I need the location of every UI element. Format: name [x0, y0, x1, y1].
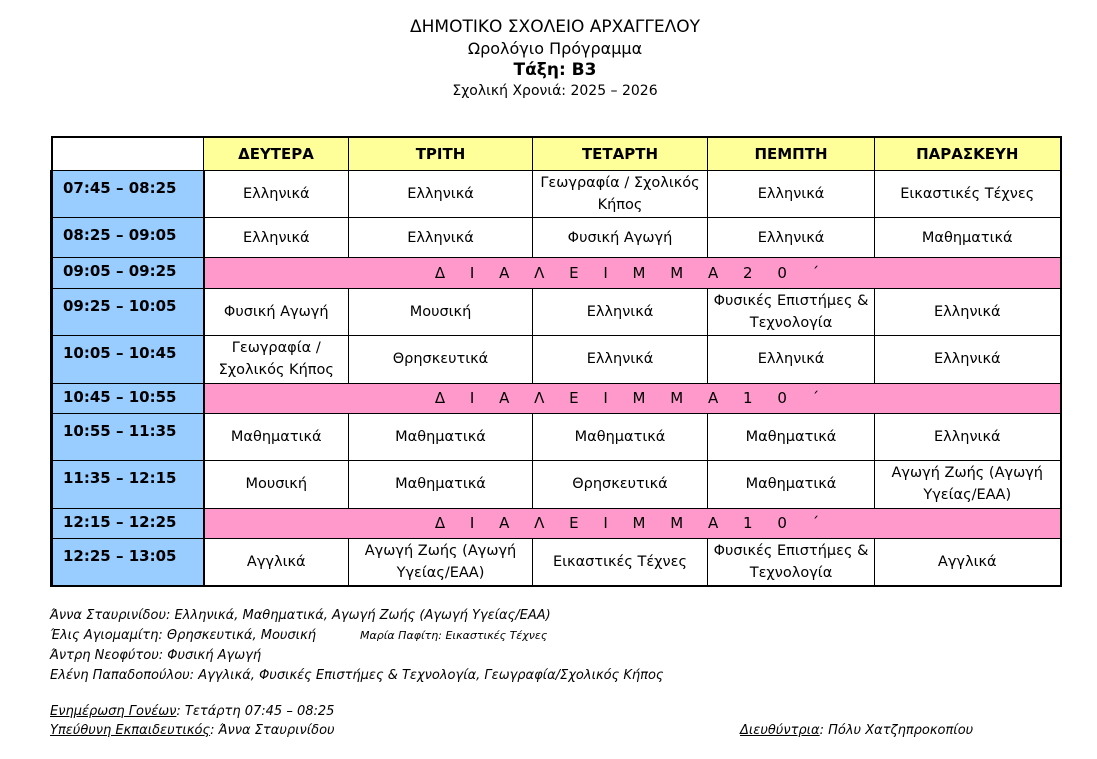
- time-slot: 11:35 – 12:15: [52, 461, 204, 508]
- lesson-cell: Μαθηματικά: [708, 461, 875, 508]
- day-header: ΠΑΡΑΣΚΕΥΗ: [875, 137, 1061, 170]
- lesson-cell: Ελληνικά: [349, 170, 533, 217]
- lesson-cell: Ελληνικά: [533, 336, 708, 383]
- parents-meeting-value: : Τετάρτη 07:45 – 08:25: [176, 704, 335, 719]
- lesson-cell: Ελληνικά: [533, 288, 708, 335]
- break-row: [52, 508, 1061, 538]
- time-slot: 10:45 – 10:55: [52, 383, 204, 413]
- lesson-cell: Φυσική Αγωγή: [533, 217, 708, 257]
- break-row: [52, 258, 1061, 288]
- lesson-cell: Μαθηματικά: [533, 413, 708, 460]
- day-header: ΤΡΙΤΗ: [349, 137, 533, 170]
- time-slot: 08:25 – 09:05: [52, 217, 204, 257]
- day-header: ΠΕΜΠΤΗ: [708, 137, 875, 170]
- lesson-cell: Αγγλικά: [875, 538, 1061, 586]
- lesson-cell: Γεωγραφία / Σχολικός Κήπος: [204, 336, 349, 383]
- break-cell: Δ Ι Α Λ Ε Ι Μ Μ Α 1 0 ΄: [204, 383, 1061, 413]
- lesson-cell: Θρησκευτικά: [533, 461, 708, 508]
- teacher-line: Άννα Σταυρινίδου: Ελληνικά, Μαθηματικά, Αγωγή Ζωής (Αγωγή Υγείας/ΕΑΑ): [50, 608, 551, 623]
- document-header: [0, 16, 1097, 102]
- lesson-cell: Μαθηματικά: [349, 461, 533, 508]
- lesson-cell: Εικαστικές Τέχνες: [533, 538, 708, 586]
- teacher-entry: Μαρία Παφίτη: Εικαστικές Τέχνες: [359, 629, 548, 642]
- period-row: [52, 217, 1061, 257]
- teacher-line: Ελένη Παπαδοπούλου: Αγγλικά, Φυσικές Επιστήμες & Τεχνολογία, Γεωγραφία/Σχολικός Κήπος: [50, 668, 664, 683]
- period-row: [52, 538, 1061, 586]
- principal-label: Διευθύντρια: [740, 723, 820, 738]
- period-row: [52, 170, 1061, 217]
- lesson-cell: Ελληνικά: [204, 170, 349, 217]
- lesson-cell: Μαθηματικά: [204, 413, 349, 460]
- lesson-cell: Μουσική: [204, 461, 349, 508]
- day-header: ΤΕΤΑΡΤΗ: [533, 137, 708, 170]
- principal: [740, 721, 973, 740]
- lesson-cell: Ελληνικά: [708, 170, 875, 217]
- time-slot: 12:25 – 13:05: [52, 538, 204, 586]
- period-row: [52, 413, 1061, 460]
- teacher-entry: Έλις Αγιομαμίτη: Θρησκευτικά, Μουσική: [50, 628, 316, 643]
- responsible-teacher: [50, 721, 335, 740]
- lesson-cell: Μαθηματικά: [708, 413, 875, 460]
- break-cell: Δ Ι Α Λ Ε Ι Μ Μ Α 1 0 ΄: [204, 508, 1061, 538]
- period-row: [52, 461, 1061, 508]
- corner-cell: [52, 137, 204, 170]
- school-name: ΔΗΜΟΤΙΚΟ ΣΧΟΛΕΙΟ ΑΡΧΑΓΓΕΛΟΥ: [410, 17, 700, 37]
- time-slot: 09:05 – 09:25: [52, 258, 204, 288]
- parents-meeting-label: Ενημέρωση Γονέων: [50, 704, 177, 719]
- document-subtitle: Ωρολόγιο Πρόγραμμα: [467, 39, 643, 58]
- lesson-cell: Μαθηματικά: [349, 413, 533, 460]
- footer-info: [50, 702, 335, 740]
- principal-value: : Πόλυ Χατζηπροκοπίου: [819, 723, 974, 738]
- lesson-cell: Αγγλικά: [204, 538, 349, 586]
- lesson-cell: Μαθηματικά: [875, 217, 1061, 257]
- lesson-cell: Ελληνικά: [875, 336, 1061, 383]
- teacher-line: [50, 626, 664, 646]
- school-year: Σχολική Χρονιά: 2025 – 2026: [452, 83, 658, 99]
- break-cell: Δ Ι Α Λ Ε Ι Μ Μ Α 2 0 ΄: [204, 258, 1061, 288]
- time-slot: 12:15 – 12:25: [52, 508, 204, 538]
- responsible-teacher-value: : Άννα Σταυρινίδου: [210, 723, 335, 738]
- lesson-cell: Αγωγή Ζωής (Αγωγή Υγείας/ΕΑΑ): [875, 461, 1061, 508]
- time-slot: 10:05 – 10:45: [52, 336, 204, 383]
- lesson-cell: Εικαστικές Τέχνες: [875, 170, 1061, 217]
- time-slot: 07:45 – 08:25: [52, 170, 204, 217]
- lesson-cell: Ελληνικά: [708, 336, 875, 383]
- day-header-row: [52, 137, 1061, 170]
- time-slot: 09:25 – 10:05: [52, 288, 204, 335]
- period-row: [52, 288, 1061, 335]
- lesson-cell: Γεωγραφία / Σχολικός Κήπος: [533, 170, 708, 217]
- lesson-cell: Φυσικές Επιστήμες & Τεχνολογία: [708, 288, 875, 335]
- parents-meeting: [50, 702, 335, 721]
- lesson-cell: Θρησκευτικά: [349, 336, 533, 383]
- class-name: Τάξη: Β3: [513, 60, 597, 80]
- timetable: [50, 136, 1062, 587]
- lesson-cell: Φυσική Αγωγή: [204, 288, 349, 335]
- lesson-cell: Ελληνικά: [349, 217, 533, 257]
- teacher-list: [50, 606, 664, 686]
- lesson-cell: Αγωγή Ζωής (Αγωγή Υγείας/ΕΑΑ): [349, 538, 533, 586]
- responsible-teacher-label: Υπεύθυνη Εκπαιδευτικός: [50, 723, 211, 738]
- lesson-cell: Ελληνικά: [708, 217, 875, 257]
- lesson-cell: Φυσικές Επιστήμες & Τεχνολογία: [708, 538, 875, 586]
- lesson-cell: Μουσική: [349, 288, 533, 335]
- break-row: [52, 383, 1061, 413]
- period-row: [52, 336, 1061, 383]
- time-slot: 10:55 – 11:35: [52, 413, 204, 460]
- lesson-cell: Ελληνικά: [875, 413, 1061, 460]
- lesson-cell: Ελληνικά: [875, 288, 1061, 335]
- lesson-cell: Ελληνικά: [204, 217, 349, 257]
- day-header: ΔΕΥΤΕΡΑ: [204, 137, 349, 170]
- teacher-line: Άντρη Νεοφύτου: Φυσική Αγωγή: [50, 648, 262, 663]
